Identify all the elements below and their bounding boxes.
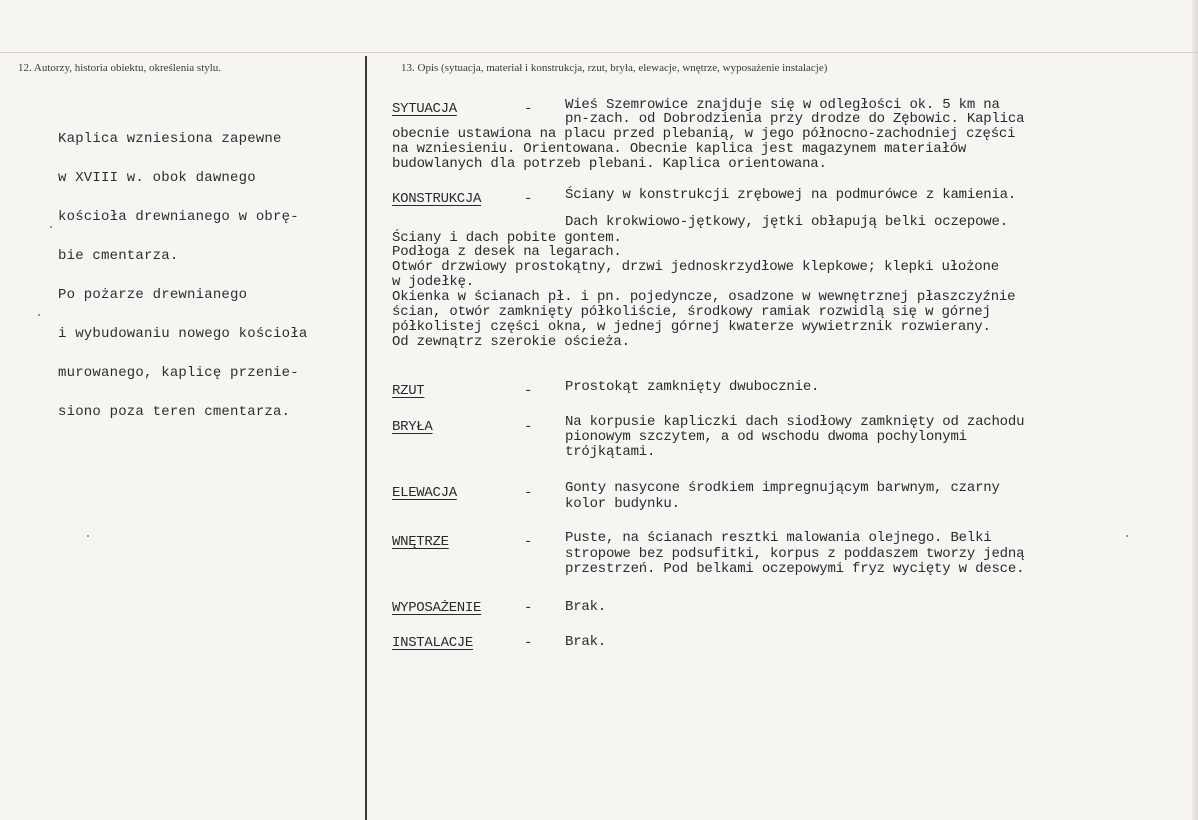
elewacja-line: Gonty nasycone środkiem impregnującym barwnym, czarny bbox=[565, 480, 1000, 496]
dash: - bbox=[524, 101, 533, 117]
dash: - bbox=[524, 383, 533, 399]
konstrukcja-line: Podłoga z desek na legarach. bbox=[392, 244, 622, 260]
bryla-line: pionowym szczytem, a od wschodu dwoma pochylonymi bbox=[565, 429, 967, 445]
dash: - bbox=[524, 191, 533, 207]
history-line: siono poza teren cmentarza. bbox=[58, 404, 291, 420]
bryla-line: trójkątami. bbox=[565, 444, 656, 460]
history-line: murowanego, kaplicę przenie- bbox=[58, 365, 299, 381]
label-wnetrze: WNĘTRZE bbox=[392, 534, 449, 550]
konstrukcja-line: Ściany w konstrukcji zrębowej na podmurówce z kamienia. bbox=[565, 187, 1017, 203]
konstrukcja-line: półkolistej części okna, w jednej górnej kwaterze wywietrznik rozwierany. bbox=[392, 319, 991, 335]
history-line: w XVIII w. obok dawnego bbox=[58, 170, 256, 186]
konstrukcja-line: Dach krokwiowo-jętkowy, jętki obłapują belki oczepowe. bbox=[565, 214, 1008, 230]
label-elewacja: ELEWACJA bbox=[392, 485, 457, 501]
instalacje-line: Brak. bbox=[565, 634, 607, 650]
history-text bbox=[58, 107, 307, 432]
bryla-line: Na korpusie kapliczki dach siodłowy zamknięty od zachodu bbox=[565, 414, 1025, 430]
rzut-line: Prostokąt zamknięty dwubocznie. bbox=[565, 379, 820, 395]
sytuacja-line: pn-zach. od Dobrodzienia przy drodze do Zębowic. Kaplica bbox=[565, 111, 1025, 127]
wnetrze-line: stropowe bez podsufitki, korpus z poddaszem tworzy jedną bbox=[565, 546, 1025, 562]
history-line: kościoła drewnianego w obrę- bbox=[58, 209, 299, 225]
sytuacja-line: Wieś Szemrowice znajduje się w odległości ok. 5 km na bbox=[565, 97, 1000, 113]
sytuacja-line: budowlanych dla potrzeb plebani. Kaplica orientowana. bbox=[392, 156, 827, 172]
section-12-heading: 12. Autorzy, historia obiektu, określenia stylu. bbox=[18, 62, 222, 74]
paper-speck bbox=[38, 314, 40, 316]
history-line: i wybudowaniu nowego kościoła bbox=[58, 326, 308, 342]
dash: - bbox=[524, 635, 533, 651]
label-wyposazenie: WYPOSAŻENIE bbox=[392, 600, 482, 616]
konstrukcja-line: Okienka w ścianach pł. i pn. pojedyncze, osadzone w wewnętrznej płaszczyźnie bbox=[392, 289, 1016, 305]
page-edge bbox=[1192, 0, 1198, 820]
konstrukcja-line: Od zewnątrz szerokie ościeża. bbox=[392, 334, 630, 350]
elewacja-line: kolor budynku. bbox=[565, 496, 680, 512]
wyposazenie-line: Brak. bbox=[565, 599, 607, 615]
label-rzut: RZUT bbox=[392, 383, 425, 399]
history-line: Po pożarze drewnianego bbox=[58, 287, 248, 303]
konstrukcja-line: w jodełkę. bbox=[392, 274, 475, 290]
dash: - bbox=[524, 534, 533, 550]
dash: - bbox=[524, 419, 533, 435]
label-instalacje: INSTALACJE bbox=[392, 635, 474, 651]
header-rule bbox=[0, 52, 1198, 53]
dash: - bbox=[524, 600, 533, 616]
history-line: bie cmentarza. bbox=[58, 248, 179, 264]
label-bryla: BRYŁA bbox=[392, 419, 433, 435]
sytuacja-line: obecnie ustawiona na placu przed plebanią, w jego północno-zachodniej części bbox=[392, 126, 1016, 142]
paper-speck bbox=[50, 226, 52, 228]
wnetrze-line: Puste, na ścianach resztki malowania olejnego. Belki bbox=[565, 530, 992, 546]
konstrukcja-line: Ściany i dach pobite gontem. bbox=[392, 230, 622, 246]
label-konstrukcja: KONSTRUKCJA bbox=[392, 191, 482, 207]
konstrukcja-line: Otwór drzwiowy prostokątny, drzwi jednoskrzydłowe klepkowe; klepki ułożone bbox=[392, 259, 999, 275]
history-line: Kaplica wzniesiona zapewne bbox=[58, 131, 282, 147]
paper-speck bbox=[1126, 535, 1128, 537]
section-13-heading: 13. Opis (sytuacja, materiał i konstrukcja, rzut, bryła, elewacje, wnętrze, wyposażenie instalacje) bbox=[401, 62, 828, 74]
konstrukcja-line: ścian, otwór zamknięty półkoliście, środkowy ramiak rozwidlą się w górnej bbox=[392, 304, 991, 320]
sytuacja-line: na wzniesieniu. Orientowana. Obecnie kaplica jest magazynem materiałów bbox=[392, 141, 967, 157]
label-sytuacja: SYTUACJA bbox=[392, 101, 457, 117]
dash: - bbox=[524, 485, 533, 501]
wnetrze-line: przestrzeń. Pod belkami oczepowymi fryz wycięty w desce. bbox=[565, 561, 1025, 577]
paper-speck bbox=[87, 535, 89, 537]
column-divider bbox=[365, 56, 367, 820]
